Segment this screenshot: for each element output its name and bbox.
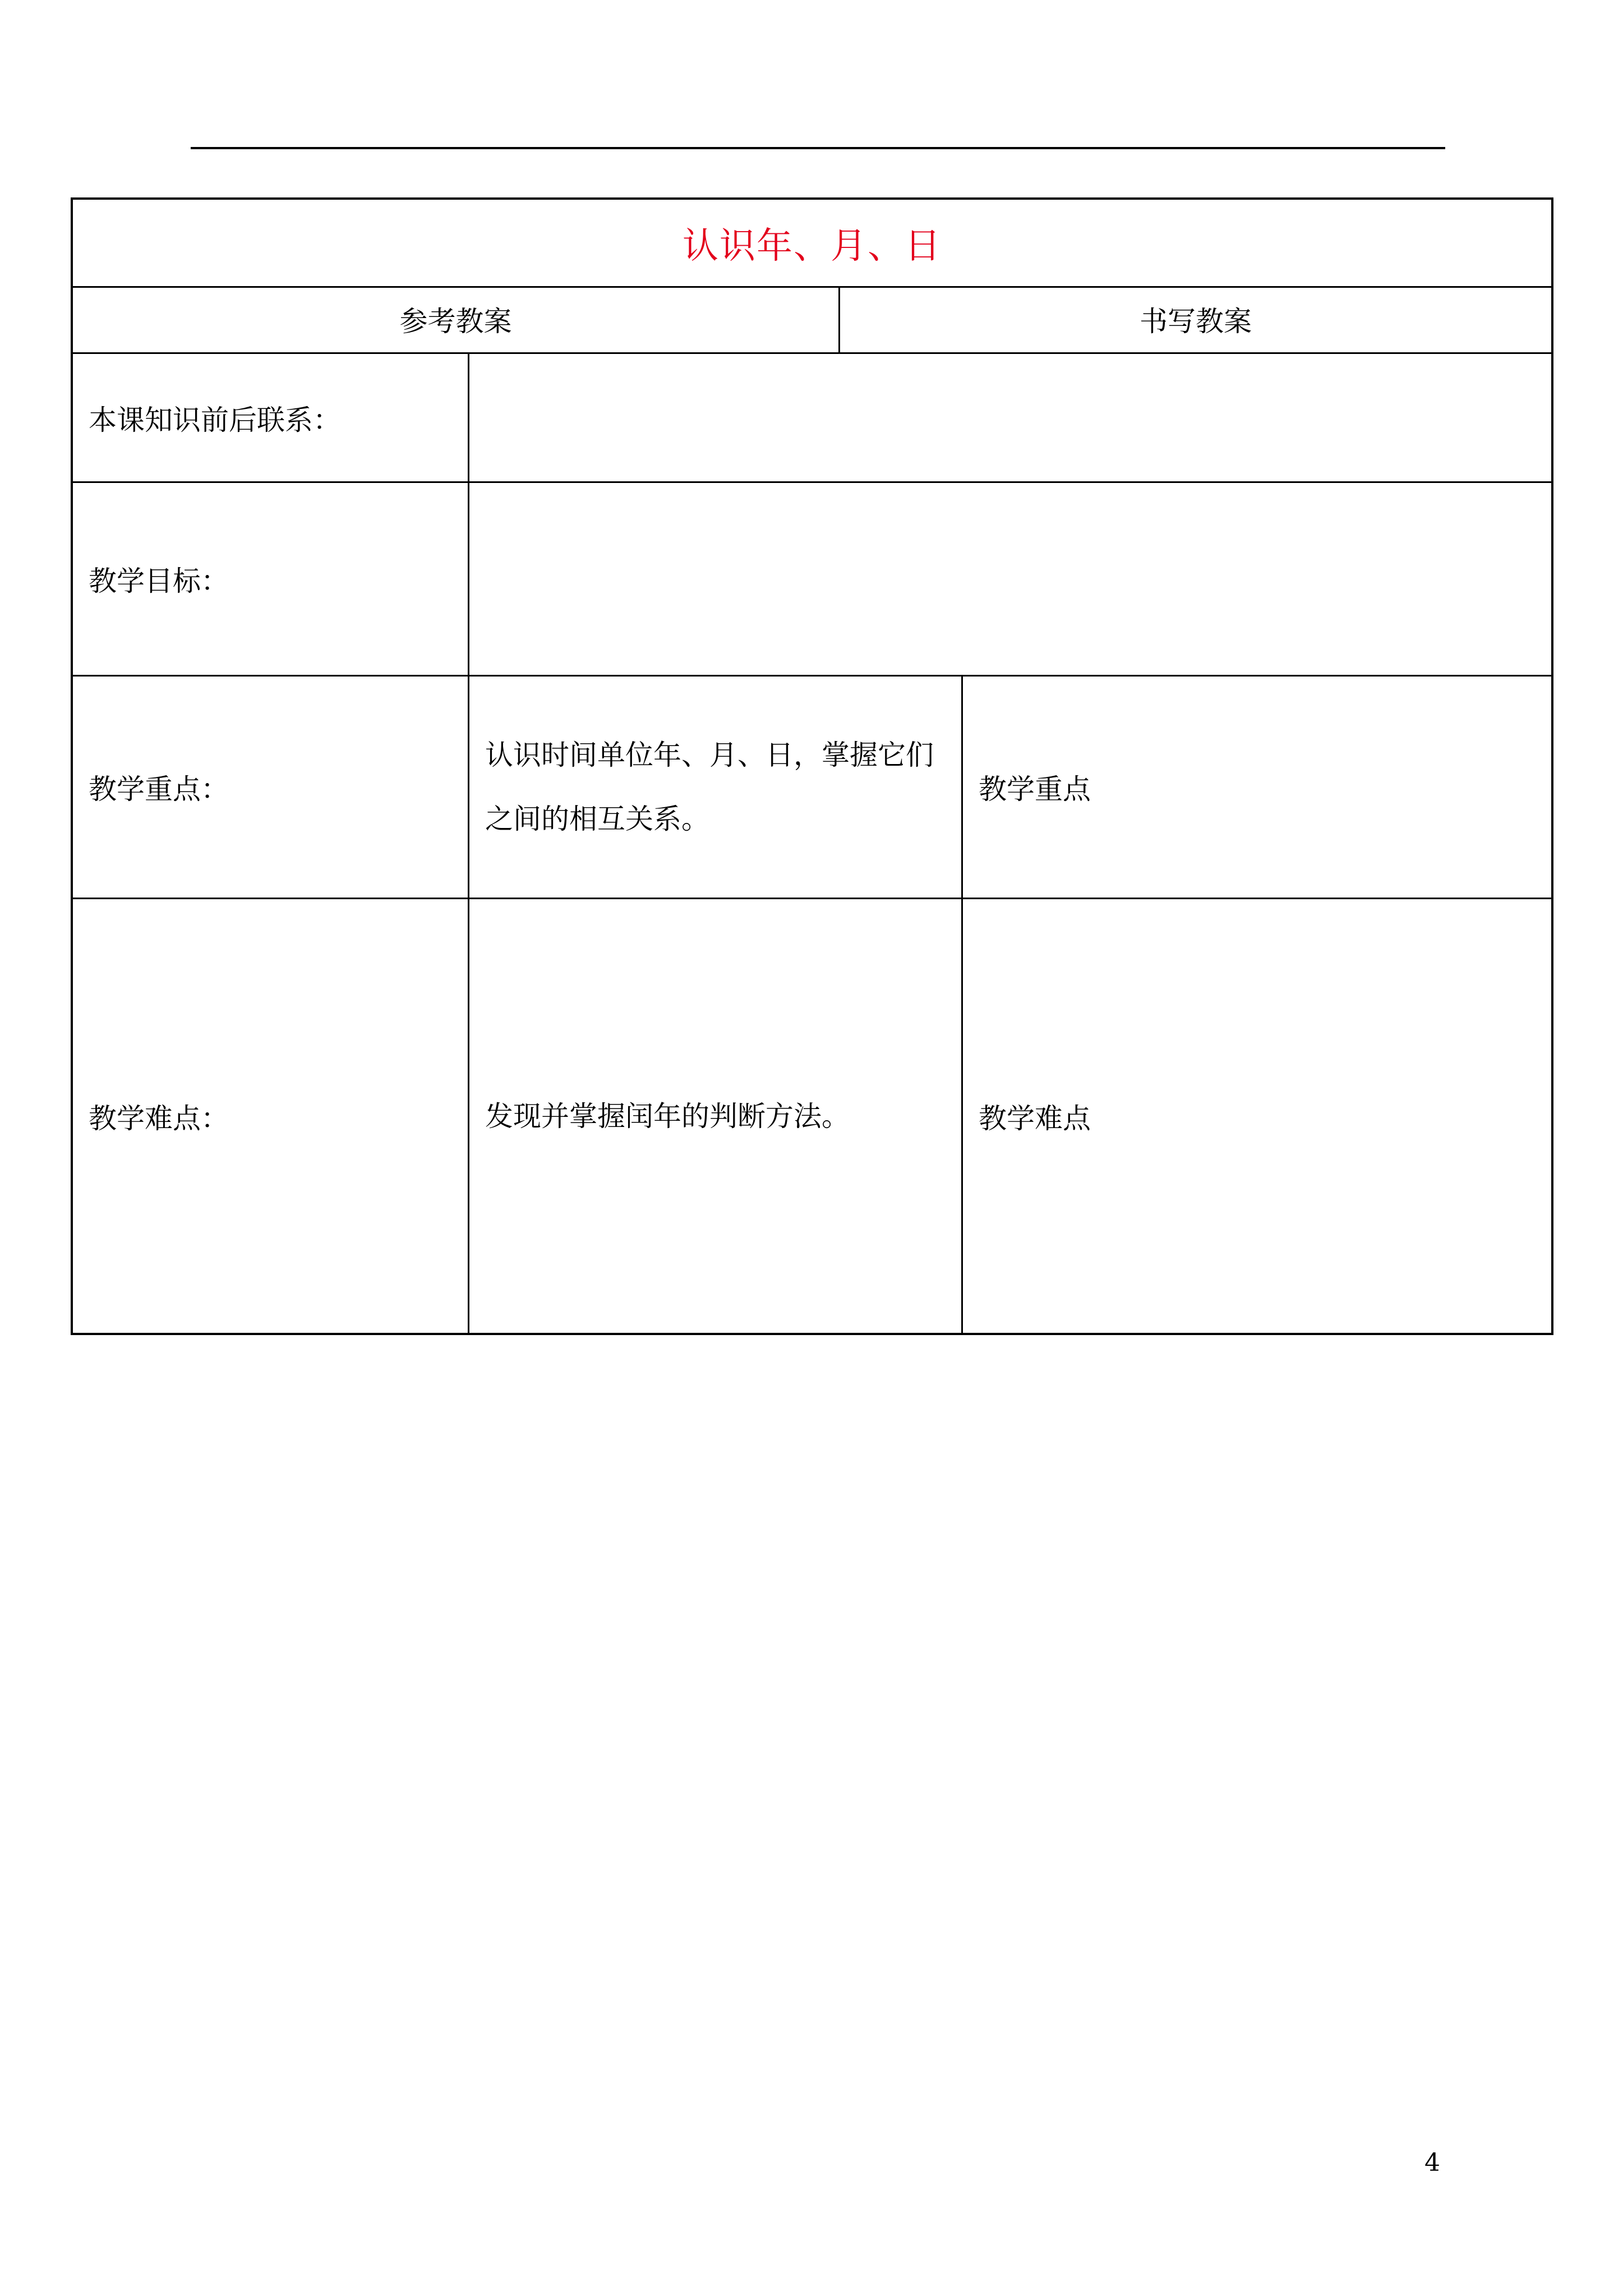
row-writing-difficulties: 教学难点 xyxy=(979,1102,1091,1135)
row-content-goals xyxy=(469,483,1551,675)
lesson-title: 认识年、月、日 xyxy=(683,226,942,267)
column-header-reference: 参考教案 xyxy=(399,305,512,338)
column-header-writing: 书写教案 xyxy=(1140,305,1252,338)
row-content-difficulties: 发现并掌握闰年的判断方法。 xyxy=(485,1099,850,1133)
row-label-connection: 本课知识前后联系： xyxy=(89,403,341,436)
row-label-difficulties: 教学难点： xyxy=(89,1102,229,1135)
row-label-goals: 教学目标： xyxy=(89,565,229,597)
row-writing-key-points: 教学重点 xyxy=(979,773,1091,806)
row-content-connection xyxy=(469,354,1551,481)
page-number: 4 xyxy=(1424,2148,1440,2177)
row-content-key-points: 认识时间单位年、月、日，掌握它们之间的相互关系。 xyxy=(485,739,934,835)
row-label-key-points: 教学重点： xyxy=(89,773,229,806)
header-rule xyxy=(191,147,1445,149)
lesson-plan-table xyxy=(71,197,1553,1335)
